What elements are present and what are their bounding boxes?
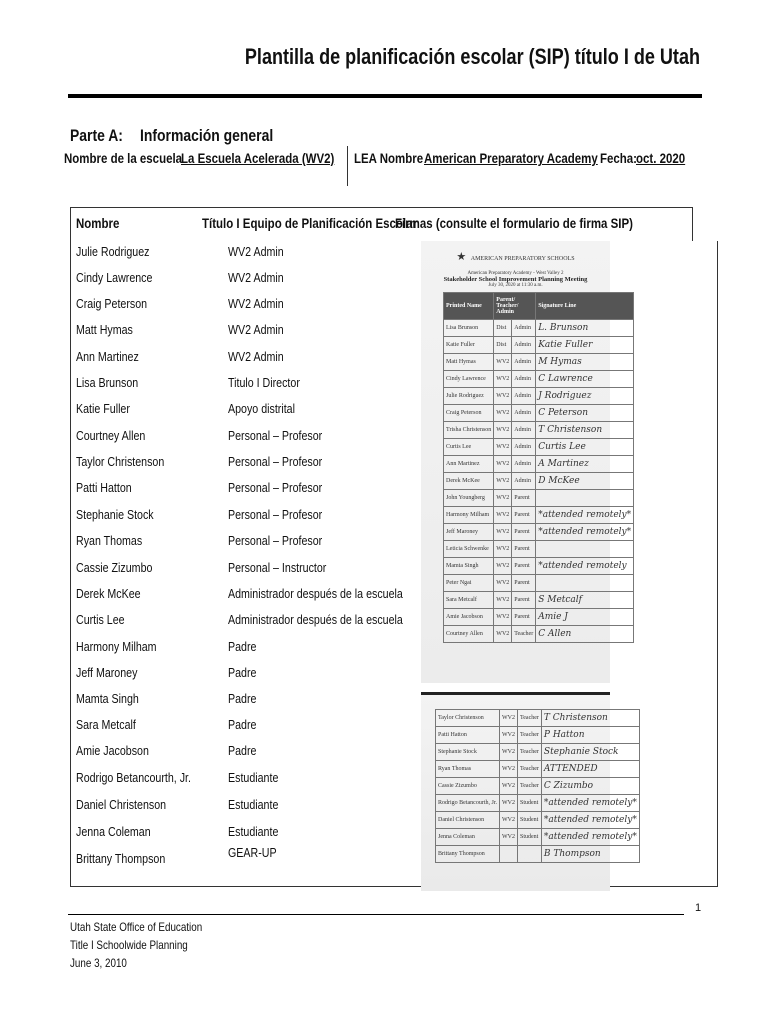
sheet-cell: Teacher — [512, 626, 536, 643]
signature: T Christenson — [541, 710, 639, 727]
sheet-date: July 30, 2020 at 11:30 a.m. — [488, 283, 543, 288]
sheet-cell: Admin — [512, 405, 536, 422]
sheet-cell: Parent — [512, 524, 536, 541]
sheet-cell: John Youngberg — [444, 490, 494, 507]
sheet-cell: Parent — [512, 541, 536, 558]
sheet-cell: Teacher — [518, 710, 542, 727]
member-role: Personal – Instructor — [228, 560, 327, 575]
sheet-cell: Parent — [512, 609, 536, 626]
member-role: Padre — [228, 665, 257, 680]
sheet-cell: Parent — [512, 507, 536, 524]
sheet-cell: Admin — [512, 422, 536, 439]
member-name: Craig Peterson — [76, 296, 148, 311]
sheet-row — [444, 456, 634, 473]
title-rule — [68, 94, 702, 98]
table-border-top — [70, 207, 692, 208]
sheet-cell: Amie Jacobson — [444, 609, 494, 626]
sheet-subtitle: American Preparatory Academy - West Valley 2 — [467, 271, 564, 276]
sheet-cell: WV2 — [500, 829, 518, 846]
member-role: WV2 Admin — [228, 270, 284, 285]
table-border-bottom — [70, 886, 718, 887]
sheet-cell: WV2 — [500, 710, 518, 727]
member-role: WV2 Admin — [228, 322, 284, 337]
sheet-cell: Jenna Coleman — [436, 829, 500, 846]
member-name: Stephanie Stock — [76, 507, 154, 522]
sheet-cell: Stephanie Stock — [436, 744, 500, 761]
sheet-cell: WV2 — [494, 456, 512, 473]
member-role: Padre — [228, 639, 257, 654]
part-a-label: Parte A: — [70, 126, 123, 145]
sheet-cell: Admin — [512, 456, 536, 473]
sheet-cell: WV2 — [500, 795, 518, 812]
column-header-signatures: Firmas (consulte el formulario de firma SIP) — [395, 215, 633, 231]
page-number: 1 — [695, 902, 702, 914]
signature — [536, 541, 634, 558]
signature: ATTENDED — [541, 761, 639, 778]
school-logo — [421, 247, 610, 265]
signature: Amie J — [536, 609, 634, 626]
member-name: Brittany Thompson — [76, 851, 166, 866]
sheet-cell: WV2 — [494, 558, 512, 575]
member-name: Matt Hymas — [76, 322, 133, 337]
lea-label: LEA Nombre — [354, 150, 424, 166]
member-role: Padre — [228, 743, 257, 758]
sheet-table-2 — [435, 709, 640, 863]
sheet-row — [444, 320, 634, 337]
sheet-cell: Trisha Christenson — [444, 422, 494, 439]
sheet-cell: WV2 — [494, 439, 512, 456]
sheet-cell: WV2 — [494, 490, 512, 507]
member-name: Daniel Christenson — [76, 797, 167, 812]
date-label: Fecha: — [600, 150, 638, 166]
sheet-cell: Parent — [512, 490, 536, 507]
sheet-row — [444, 626, 634, 643]
sheet-cell: WV2 — [500, 744, 518, 761]
lea-value: American Preparatory Academy — [424, 150, 598, 166]
sheet-cell: WV2 — [494, 575, 512, 592]
sheet-row — [436, 710, 640, 727]
sheet-cell: Matt Hymas — [444, 354, 494, 371]
signature: *attended remotely* — [536, 507, 634, 524]
signature: Katie Fuller — [536, 337, 634, 354]
member-role: Apoyo distrital — [228, 401, 295, 416]
sheet-row — [444, 473, 634, 490]
sheet-heading: Stakeholder School Improvement Planning Meeting — [443, 276, 588, 283]
sheet-row — [444, 575, 634, 592]
member-name: Patti Hatton — [76, 480, 132, 495]
sheet-cell: Ryan Thomas — [436, 761, 500, 778]
member-name: Cindy Lawrence — [76, 270, 153, 285]
footer-line-2: Title I Schoolwide Planning — [70, 938, 188, 952]
school-value: La Escuela Acelerada (WV2) — [181, 150, 335, 166]
signature: Curtis Lee — [536, 439, 634, 456]
sheet-col-name: Printed Name — [444, 293, 494, 320]
sheet-cell: WV2 — [494, 524, 512, 541]
sheet-row — [436, 761, 640, 778]
table-border-left — [70, 207, 71, 887]
sheet-cell: Student — [518, 812, 542, 829]
sheet-cell: Teacher — [518, 761, 542, 778]
sheet-cell: Admin — [512, 388, 536, 405]
sheet-row — [444, 490, 634, 507]
sheet-cell: Ann Martinez — [444, 456, 494, 473]
signature: C Zizumbo — [541, 778, 639, 795]
member-role: GEAR-UP — [228, 845, 277, 860]
signature: M Hymas — [536, 354, 634, 371]
sheet-row — [444, 558, 634, 575]
sheet-cell: Parent — [512, 575, 536, 592]
sheet-row — [436, 846, 640, 863]
sheet-cell: WV2 — [500, 761, 518, 778]
member-role: Administrador después de la escuela — [228, 586, 403, 601]
part-a-heading: Información general — [140, 126, 274, 145]
sheet-cell: Teacher — [518, 778, 542, 795]
sheet-cell: WV2 — [494, 592, 512, 609]
member-name: Rodrigo Betancourth, Jr. — [76, 770, 191, 785]
signature: B Thompson — [541, 846, 639, 863]
sheet-cell: WV2 — [494, 609, 512, 626]
sheet-row — [444, 354, 634, 371]
sheet-col-role: Parent/ Teacher/ Admin — [494, 293, 536, 320]
member-name: Katie Fuller — [76, 401, 130, 416]
sheet-cell: Harmony Milham — [444, 507, 494, 524]
sheet-cell: Cindy Lawrence — [444, 371, 494, 388]
sheet-row — [436, 812, 640, 829]
sheet-cell — [518, 846, 542, 863]
member-role: WV2 Admin — [228, 349, 284, 364]
sheet-cell: Admin — [512, 354, 536, 371]
signature: T Christenson — [536, 422, 634, 439]
sheet-cell: Patti Hatton — [436, 727, 500, 744]
member-role: Titulo I Director — [228, 375, 300, 390]
member-name: Ann Martinez — [76, 349, 139, 364]
sheet-cell: Admin — [512, 371, 536, 388]
sheet-cell: Cassie Zizumbo — [436, 778, 500, 795]
sheet-row — [444, 439, 634, 456]
member-role: Personal – Profesor — [228, 507, 323, 522]
member-name: Julie Rodriguez — [76, 244, 150, 259]
sheet-cell: WV2 — [500, 727, 518, 744]
sheet-cell: Lisa Brunson — [444, 320, 494, 337]
member-role: Estudiante — [228, 770, 279, 785]
member-name: Cassie Zizumbo — [76, 560, 153, 575]
member-name: Jenna Coleman — [76, 824, 151, 839]
signature: *attended remotely* — [541, 829, 639, 846]
sheet-cell: WV2 — [500, 778, 518, 795]
sheet-cell: Peter Ngai — [444, 575, 494, 592]
signature: *attended remotely — [536, 558, 634, 575]
signature: P Hatton — [541, 727, 639, 744]
member-role: Padre — [228, 691, 257, 706]
member-name: Taylor Christenson — [76, 454, 165, 469]
column-header-name: Nombre — [76, 215, 120, 231]
sheet-col-signature: Signature Line — [536, 293, 634, 320]
sheet-row — [444, 609, 634, 626]
signature: D McKee — [536, 473, 634, 490]
sheet-cell: WV2 — [494, 473, 512, 490]
sheet-row — [444, 524, 634, 541]
member-role: Estudiante — [228, 824, 279, 839]
sheet-cell — [500, 846, 518, 863]
signature: *attended remotely* — [536, 524, 634, 541]
signature-sheet-image — [421, 241, 632, 683]
sheet-cell: Admin — [512, 337, 536, 354]
sheet-cell: WV2 — [494, 626, 512, 643]
sheet-cell: Teacher — [518, 744, 542, 761]
document-title: Plantilla de planificación escolar (SIP) título I de Utah — [244, 44, 700, 69]
table-border-right-lower — [717, 241, 718, 886]
member-name: Courtney Allen — [76, 428, 146, 443]
member-name: Sara Metcalf — [76, 717, 136, 732]
sheet-cell: Dist — [494, 320, 512, 337]
member-role: Personal – Profesor — [228, 480, 323, 495]
member-role: WV2 Admin — [228, 244, 284, 259]
sheet-row — [444, 337, 634, 354]
sheet-cell: WV2 — [494, 405, 512, 422]
sheet-row — [444, 388, 634, 405]
table-border-right — [692, 207, 693, 241]
sheet-cell: Brittany Thompson — [436, 846, 500, 863]
sheet-cell: Rodrigo Betancourth, Jr. — [436, 795, 500, 812]
sheet-cell: WV2 — [494, 371, 512, 388]
sheet-cell: Student — [518, 795, 542, 812]
sheet-cell: WV2 — [494, 422, 512, 439]
sheet-cell: WV2 — [494, 354, 512, 371]
member-name: Amie Jacobson — [76, 743, 149, 758]
signature-sheet-image-2 — [421, 692, 637, 891]
signature: L. Brunson — [536, 320, 634, 337]
sheet-cell: Taylor Christenson — [436, 710, 500, 727]
member-role: Padre — [228, 717, 257, 732]
sheet-row — [444, 405, 634, 422]
sheet-cell: Mamta Singh — [444, 558, 494, 575]
sheet-cell: Daniel Christenson — [436, 812, 500, 829]
footer-line-3: June 3, 2010 — [70, 956, 127, 970]
member-role: Personal – Profesor — [228, 428, 323, 443]
column-header-role: Título I Equipo de Planificación Escolar — [202, 215, 417, 231]
sheet-cell: Admin — [512, 473, 536, 490]
sheet-row — [444, 507, 634, 524]
sheet-cell: Dist — [494, 337, 512, 354]
sheet-cell: WV2 — [494, 507, 512, 524]
sheet-cell: Courtney Allen — [444, 626, 494, 643]
sheet-cell: Craig Peterson — [444, 405, 494, 422]
sheet-cell: WV2 — [494, 541, 512, 558]
sheet-table — [443, 292, 634, 643]
sheet-row — [436, 829, 640, 846]
sheet-cell: Leticia Schwenke — [444, 541, 494, 558]
sheet-row — [436, 778, 640, 795]
member-name: Jeff Maroney — [76, 665, 138, 680]
signature: C Allen — [536, 626, 634, 643]
sheet-row — [436, 795, 640, 812]
sheet-row — [444, 541, 634, 558]
sheet-row — [436, 744, 640, 761]
footer-rule — [68, 914, 684, 915]
signature: *attended remotely* — [541, 812, 639, 829]
sheet-cell: Parent — [512, 592, 536, 609]
sheet-row — [444, 371, 634, 388]
logo-text: AMERICAN PREPARATORY SCHOOLS — [470, 256, 575, 262]
school-label: Nombre de la escuela — [64, 150, 183, 166]
sheet-cell: Derek McKee — [444, 473, 494, 490]
signature — [536, 575, 634, 592]
member-role: Personal – Profesor — [228, 454, 323, 469]
signature: J Rodriguez — [536, 388, 634, 405]
member-role: Estudiante — [228, 797, 279, 812]
sheet-cell: Parent — [512, 558, 536, 575]
member-name: Ryan Thomas — [76, 533, 143, 548]
sheet-row — [444, 592, 634, 609]
member-role: Personal – Profesor — [228, 533, 323, 548]
sheet-cell: Admin — [512, 320, 536, 337]
member-name: Mamta Singh — [76, 691, 139, 706]
sheet-cell: WV2 — [500, 812, 518, 829]
sheet-cell: Teacher — [518, 727, 542, 744]
star-icon: ★ — [456, 251, 467, 263]
sheet-cell: Katie Fuller — [444, 337, 494, 354]
signature: Stephanie Stock — [541, 744, 639, 761]
member-role: Administrador después de la escuela — [228, 612, 403, 627]
sheet-cell: Sara Metcalf — [444, 592, 494, 609]
sheet-cell: Julie Rodriguez — [444, 388, 494, 405]
signature: C Peterson — [536, 405, 634, 422]
sheet-cell: Admin — [512, 439, 536, 456]
date-value: oct. 2020 — [636, 150, 686, 166]
sheet-cell: WV2 — [494, 388, 512, 405]
member-role: WV2 Admin — [228, 296, 284, 311]
member-name: Lisa Brunson — [76, 375, 139, 390]
signature: C Lawrence — [536, 371, 634, 388]
sheet-row — [436, 727, 640, 744]
member-name: Harmony Milham — [76, 639, 157, 654]
signature: A Martinez — [536, 456, 634, 473]
signature: S Metcalf — [536, 592, 634, 609]
member-name: Curtis Lee — [76, 612, 125, 627]
header-divider — [347, 146, 348, 186]
signature: *attended remotely* — [541, 795, 639, 812]
footer-line-1: Utah State Office of Education — [70, 920, 203, 934]
signature — [536, 490, 634, 507]
sheet-cell: Student — [518, 829, 542, 846]
sheet-cell: Jeff Maroney — [444, 524, 494, 541]
sheet-cell: Curtis Lee — [444, 439, 494, 456]
sheet-row — [444, 422, 634, 439]
member-name: Derek McKee — [76, 586, 141, 601]
